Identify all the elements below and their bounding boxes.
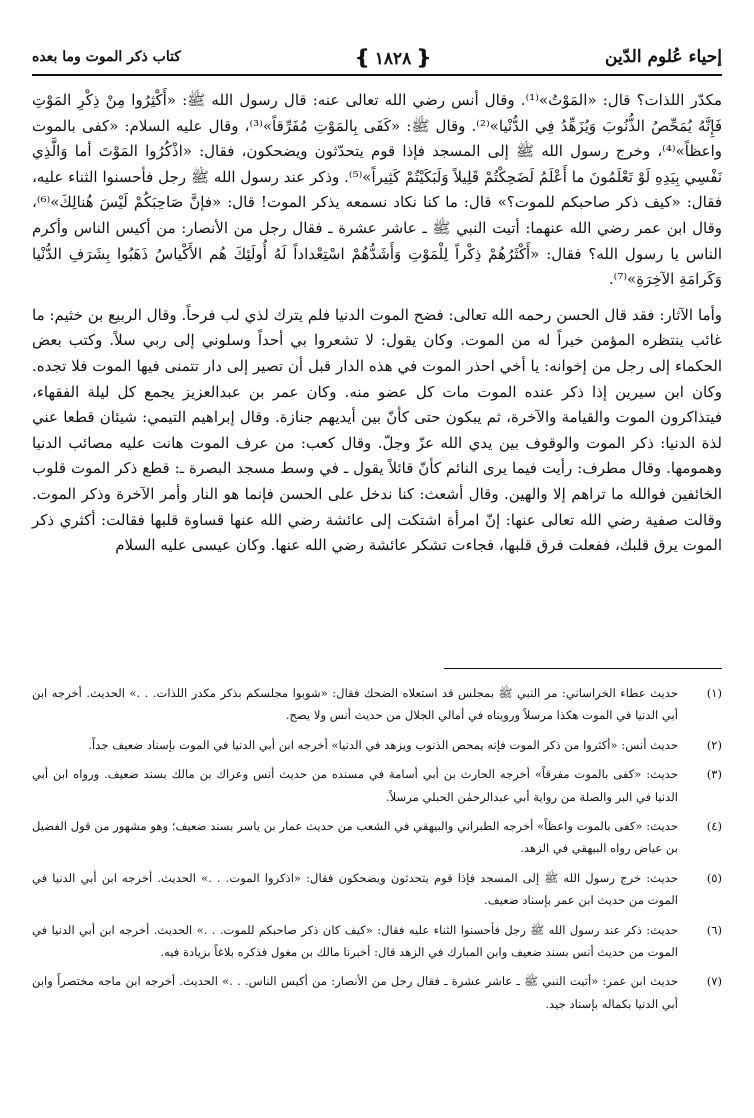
page-number: ١٨٢٨	[374, 49, 412, 69]
footnote	[32, 734, 722, 756]
footnote	[32, 815, 722, 860]
footnote-number: (١)	[706, 686, 722, 700]
footnote-text: حديث: ذكر عند رسول الله ﷺ رجل فأحسنوا الثناء عليه فقال: «كيف كان ذكر صاحبكم للموت. . .» الحديث. أخرجه ابن أبي الدنيا في الموت من حديث أنس بسند ضعيف وابن المبارك في الزهد قال: أخبرنا مالك بن مغول فذكره بلاغاً بزيادة فيه.	[32, 922, 678, 960]
footnote-text: حديث: «كفى بالموت واعظاً» أخرجه الطبراني والبيهقي في الشعب من حديث عمار بن ياسر بسند ضعيف؛ وهو مشهور من قول الفضيل بن عياض رواه البيهقي في الزهد.	[32, 819, 678, 856]
paragraph-hadiths: مكدّر اللذات؟ قال: «المَوْتُ»⁽¹⁾. وقال أنس رضي الله تعالى عنه: قال رسول الله ﷺ: «أَكْثِرُوا مِنْ ذِكْرِ المَوْتِ فَإِنَّهُ يُمَحِّصُ الذُّنُوبَ وَيُزَهِّدُ فِي الدُّنْيا»⁽²⁾. وقال ﷺ: «كَفَى بِالمَوْتِ مُفَرِّقاً»⁽³⁾، وقال عليه السلام: «كفى بالموت واعظاً»⁽⁴⁾، وخرج رسول الله ﷺ إلى المسجد فإذا قوم يتحدّثون ويضحكون، فقال: «اذْكُرُوا المَوْتَ أما وَالَّذِي نَفْسِي بِيَدِهِ لَوْ تَعْلَمُونَ ما أَعْلَمُ لَضَحِكْتُمْ قَلِيلاً وَلَبَكَيْتُمْ كَثِيراً»⁽⁵⁾. وذكر عند رسول الله ﷺ رجل فأحسنوا الثناء عليه، فقال: «كيف ذكر صاحبكم للموت؟» قال: ما كنا نكاد نسمعه يذكر الموت! قال: «فإنَّ صَاحِبَكُمْ لَيْسَ هُنالِكَ»⁽⁶⁾، وقال ابن عمر رضي الله عنهما: أتيت النبي ﷺ ـ عاشر عشرة ـ فقال رجل من الأنصار: من أكيس الناس وأكرم الناس يا رسول الله؟ فقال: «أَكْثَرُهُمْ ذِكْراً لِلْمَوْتِ وَأَشَدُّهُمْ اسْتِعْداداً لَهُ أُولَئِكَ هُم الأَكْياسُ ذَهَبُوا بِشَرَفِ الدُّنْيا وَكَرامَةِ الآخِرَةِ»⁽⁷⁾.	[32, 91, 722, 289]
footnote-number: (٤)	[706, 819, 722, 834]
left-brace-ornament: ❴	[353, 45, 371, 69]
footnote-separator	[444, 668, 722, 669]
footnote	[32, 867, 722, 912]
footnote-text: حديث: خرج رسول الله ﷺ إلى المسجد فإذا قوم يتحدثون ويضحكون فقال: «اذكروا الموت. . .» الحديث. أخرجه ابن أبي الدنيا في الموت من حديث ابن عمر بإسناد ضعيف.	[32, 870, 678, 908]
paragraph-athar: وأما الآثار: فقد قال الحسن رحمه الله تعالى: فضح الموت الدنيا فلم يترك لذي لب فرحاً. وقال الربيع بن خثيم: ما غائب ينتظره المؤمن خيراً له من الموت. وكان يقول: لا تشعروا بي أحداً وسلوني إلى ربي سلاً. وكتب بعض الحكماء إلى رجل من إخوانه: يا أخي احذر الموت في هذه الدار قبل أن تصير إلى دار تتمنى فيها الموت فلا تجده. وكان ابن سيرين إذا ذكر عنده الموت مات كل عضو منه. وكان عمر بن عبدالعزيز يجمع كل ليلة الفقهاء، فيتذاكرون الموت والقيامة والآخرة، ثم يبكون حتى كأنّ بين أيديهم جنازة. وقال إبراهيم التيمي: شيئان قطعا عني لذة الدنيا: ذكر الموت والوقوف بين يدي الله عزّ وجلّ. وقال كعب: من عرف الموت هانت عليه مصائب الدنيا وهمومها. وقال مطرف: رأيت فيما يرى النائم كأنّ قائلاً يقول ـ في وسط مسجد البصرة ـ: قطع ذكر الموت قلوب الخائفين فوالله ما تراهم إلا والهين. وقال أشعث: كنا ندخل على الحسن فإنما هو النار وأمر الآخرة وذكر الموت. وقالت صفية رضي الله تعالى عنها: إنّ امرأة اشتكت إلى عائشة رضي الله عنها قساوة قلبها فقالت: أكثري ذكر الموت يرق قلبك، ففعلت فرق قلبها، فجاءت تشكر عائشة رضي الله عنها. وكان عيسى عليه السلام	[32, 305, 722, 555]
footnote	[32, 970, 722, 1015]
chapter-title: كتاب ذكر الموت وما بعده	[32, 49, 181, 65]
page-number-block	[350, 45, 436, 69]
footnote-text: حديث ابن عمر: «أتيت النبي ﷺ ـ عاشر عشرة ـ فقال رجل من الأنصار: من أكيس الناس. . .» الحديث. أخرجه ابن ماجه مختصراً وابن أبي الدنيا بكماله بإسناد جيد.	[32, 974, 678, 1011]
footnote-text: حديث: «كفى بالموت مفرقاً» أخرجه الحارث بن أبي أسامة في مسنده من حديث أنس وعراك بن مالك بسند ضعيف. ورواه ابن أبي الدنيا في البر والصلة من رواية أبي عبدالرحمٰن الحبلي مرسلاً.	[32, 767, 678, 804]
footnote	[32, 919, 722, 964]
footnote-number: (٧)	[706, 974, 722, 989]
page-header	[32, 40, 722, 76]
main-text	[32, 88, 722, 569]
footnote	[32, 763, 722, 808]
footnote	[32, 682, 722, 727]
right-brace-ornament: ❵	[415, 45, 433, 69]
book-title: إحياء عُلوم الدّين	[605, 47, 722, 67]
footnote-number: (٥)	[706, 870, 722, 885]
footnote-number: (٣)	[706, 767, 722, 782]
footnote-number: (٢)	[706, 737, 722, 752]
footnote-text: حديث أنس: «أكثروا من ذكر الموت فإنه يمحص الذنوب ويزهد في الدنيا» أخرجه ابن أبي الدنيا في الموت بإسناد ضعيف جداً.	[88, 737, 678, 752]
footnote-text: حديث عطاء الخراساني: مر النبي ﷺ بمجلس قد استعلاه الضحك فقال: «شوبوا مجلسكم بذكر مكدر اللذات. . .» الحديث. أخرجه ابن أبي الدنيا في الموت هكذا مرسلاً ورويناه في أمالي الجلال من حديث أنس ولا يصح.	[32, 686, 678, 723]
footnotes	[32, 682, 722, 1022]
footnote-number: (٦)	[706, 922, 722, 937]
